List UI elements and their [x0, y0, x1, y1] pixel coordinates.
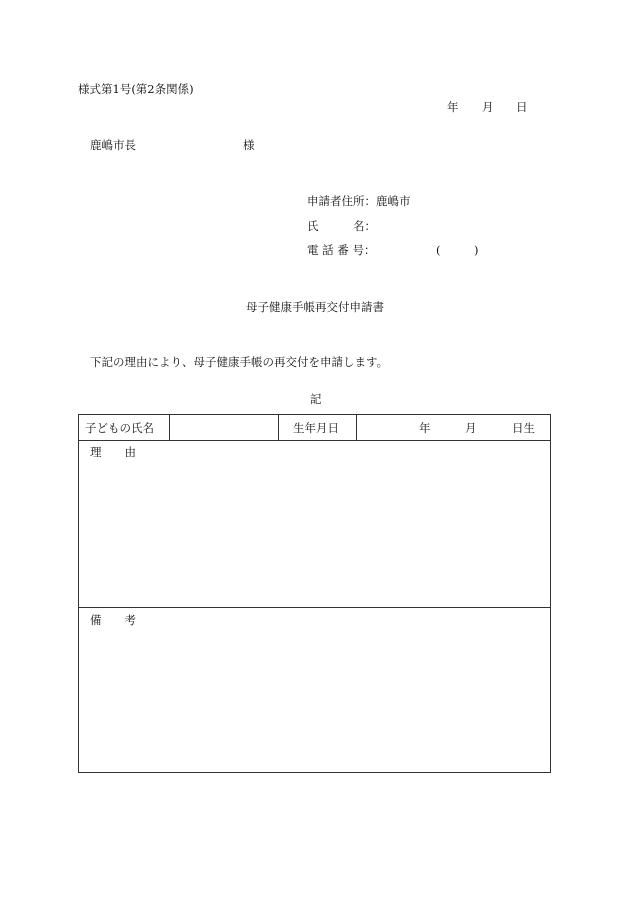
- col-divider-3: [356, 415, 357, 440]
- birthdate-label: 生年月日: [293, 421, 339, 435]
- reason-field[interactable]: [80, 441, 549, 606]
- date-year-label: 年: [447, 100, 459, 114]
- date-day-label: 日: [516, 100, 528, 114]
- applicant-address-label: 申請者住所：鹿嶋市: [307, 194, 411, 208]
- ki-label: 記: [310, 392, 322, 406]
- document-title: 母子健康手帳再交付申請書: [246, 300, 384, 314]
- applicant-name-label: 氏 名：: [307, 219, 376, 233]
- child-name-label: 子どもの氏名: [85, 421, 154, 435]
- phone-close-paren: ): [474, 243, 479, 257]
- addressee-mayor: 鹿嶋市長: [90, 138, 136, 152]
- birth-year-label: 年: [419, 421, 431, 435]
- birth-month-label: 月: [465, 421, 477, 435]
- col-divider-2: [278, 415, 279, 440]
- addressee-honorific: 様: [243, 138, 255, 152]
- applicant-phone-label: 電 話 番 号：: [307, 243, 376, 257]
- birth-day-label: 日生: [512, 421, 535, 435]
- remarks-field[interactable]: [80, 608, 549, 771]
- child-name-field[interactable]: [170, 416, 277, 439]
- form-number: 様式第1号(第2条関係): [78, 82, 194, 96]
- intro-sentence: 下記の理由により、母子健康手帳の再交付を申請します。: [90, 355, 389, 369]
- phone-open-paren: (: [436, 243, 441, 257]
- application-form-table: [78, 414, 551, 773]
- remarks-label: 備 考: [90, 613, 136, 627]
- reason-label: 理 由: [90, 445, 136, 459]
- date-month-label: 月: [482, 100, 494, 114]
